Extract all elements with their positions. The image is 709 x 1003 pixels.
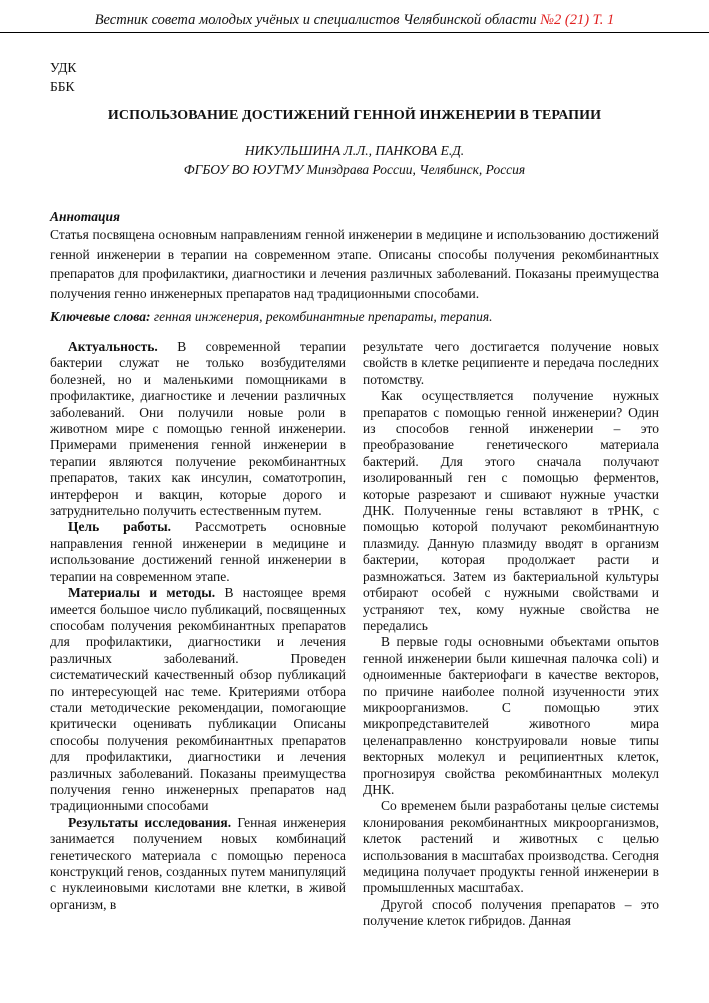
paragraph-hybrids: Другой способ получения препаратов – это получение клеток гибридов. Данная xyxy=(363,896,659,929)
right-column xyxy=(363,339,659,930)
abstract-text: Статья посвящена основным направлениям генной инженерии в медицине и использованию достижений генной инженерии в терапии на современном этапе. Описаны способы получения рекомбинантных препаратов для профилактики, диагностики и лечения различных заболеваний. Показаны преимущества получения генно инженерных препаратов над традиционными способами. xyxy=(50,227,659,301)
paragraph-aim: Цель работы. Рассмотреть основные направления генной инженерии в медицине и использование достижений генной инженерии в терапии на современном этапе. xyxy=(50,519,346,584)
keywords xyxy=(50,309,670,325)
keywords-text: генная инженерия, рекомбинантные препараты, терапия. xyxy=(150,309,493,324)
article-title: ИСПОЛЬЗОВАНИЕ ДОСТИЖЕНИЙ ГЕННОЙ ИНЖЕНЕРИИ В ТЕРАПИИ xyxy=(107,108,602,123)
paragraph-relevance: Актуальность. В современной терапии бактерии служат не только возбудителями болезней, но и маленькими помощниками в профилактике, диагностике и лечении различных заболеваний. Они получили новые роли в животном мире с помощью генной инженерии. Примерами применения генной инженерии в терапии являются получение рекомбинантных препаратов, таких как инсулин, соматотропин, интерферон и вакцин, которые дорого и затруднительно получить естественным путем. xyxy=(50,339,346,519)
header-divider xyxy=(0,32,709,33)
abstract-heading: Аннотация xyxy=(50,209,120,224)
author-affiliation: ФГБОУ ВО ЮУГМУ Минздрава России, Челябинск, Россия xyxy=(183,162,526,177)
udk-label: УДК xyxy=(50,60,77,75)
left-column xyxy=(50,339,346,913)
paragraph-results: Результаты исследования. Генная инженерия занимается получением новых комбинаций генетического материала с помощью переноса конструкций генов, созданных путем манипуляций с нуклеиновыми кислотами вне клетки, в живой организм, в xyxy=(50,814,346,912)
section-lead: Результаты исследования. xyxy=(68,814,232,830)
classification-codes xyxy=(50,58,76,96)
author-names: НИКУЛЬШИНА Л.Л., ПАНКОВА Е.Д. xyxy=(244,143,465,158)
keywords-label: Ключевые слова: xyxy=(50,309,151,324)
journal-name: Вестник совета молодых учёных и специалистов Челябинской области xyxy=(94,12,541,28)
paragraph-methods: Материалы и методы. В настоящее время имеется большое число публикаций, посвященных способам получения рекомбинантных препаратов для профилактики, диагностики и лечения различных заболеваний. Проведен систематический качественный обзор публикаций по интересующей нас теме. Критериями отбора стали методические рекомендации, помогающие критически оценивать публикации Описаны способы получения рекомбинантных препаратов для профилактики, диагностики и лечения различных заболеваний. Показаны преимущества получения генно инженерных препаратов над традиционными способами xyxy=(50,585,347,814)
paragraph-continued: результате чего достигается получение новых свойств в клетке реципиенте и передача последних потомству. xyxy=(363,339,659,387)
issue-number: №2 (21) Т. 1 xyxy=(540,12,615,28)
authors-block xyxy=(0,141,709,179)
section-lead: Актуальность. xyxy=(68,339,158,354)
section-lead: Цель работы. xyxy=(68,519,172,535)
paragraph-cloning: Со временем были разработаны целые системы клонирования рекомбинантных микроорганизмов, клеток растений и животных с целью использования в масштабах производства. Сегодня медицина получает продукты генной инженерии в промышленных масштабах. xyxy=(363,798,659,896)
section-lead: Материалы и методы. xyxy=(68,585,216,601)
bbk-label: ББК xyxy=(50,79,75,94)
paragraph-how: Как осуществляется получение нужных препаратов с помощью генной инженерии? Один из способов генной инженерии – это преобразование генетического материала бактерий. Для этого сначала получают изолированный ген с помощью ферментов, которые разрезают и сшивают нужные участки ДНК. Полученные гены вставляют в тРНК, с помощью которой получают рекомбинантную плазмиду. Данную плазмиду вводят в организм бактерии, которая продолжает расти и размножаться. Затем из бактериальной культуры отбирают особей с нужными свойствами и устраняют тех, кому нужные свойства не передались xyxy=(363,388,659,633)
paragraph-early-years: В первые годы основными объектами опытов генной инженерии были кишечная палочка coli) и одноименные бактериофаги в качестве векторов, по причине наиболее полной изученности этих микроорганизмов. С помощью этих микропредставителей животного мира целенаправленно конструировали новые типы векторных молекул и реципиентных клеток, прогнозируя свойства рекомбинантных молекул ДНК. xyxy=(363,634,659,797)
running-header xyxy=(0,12,709,29)
